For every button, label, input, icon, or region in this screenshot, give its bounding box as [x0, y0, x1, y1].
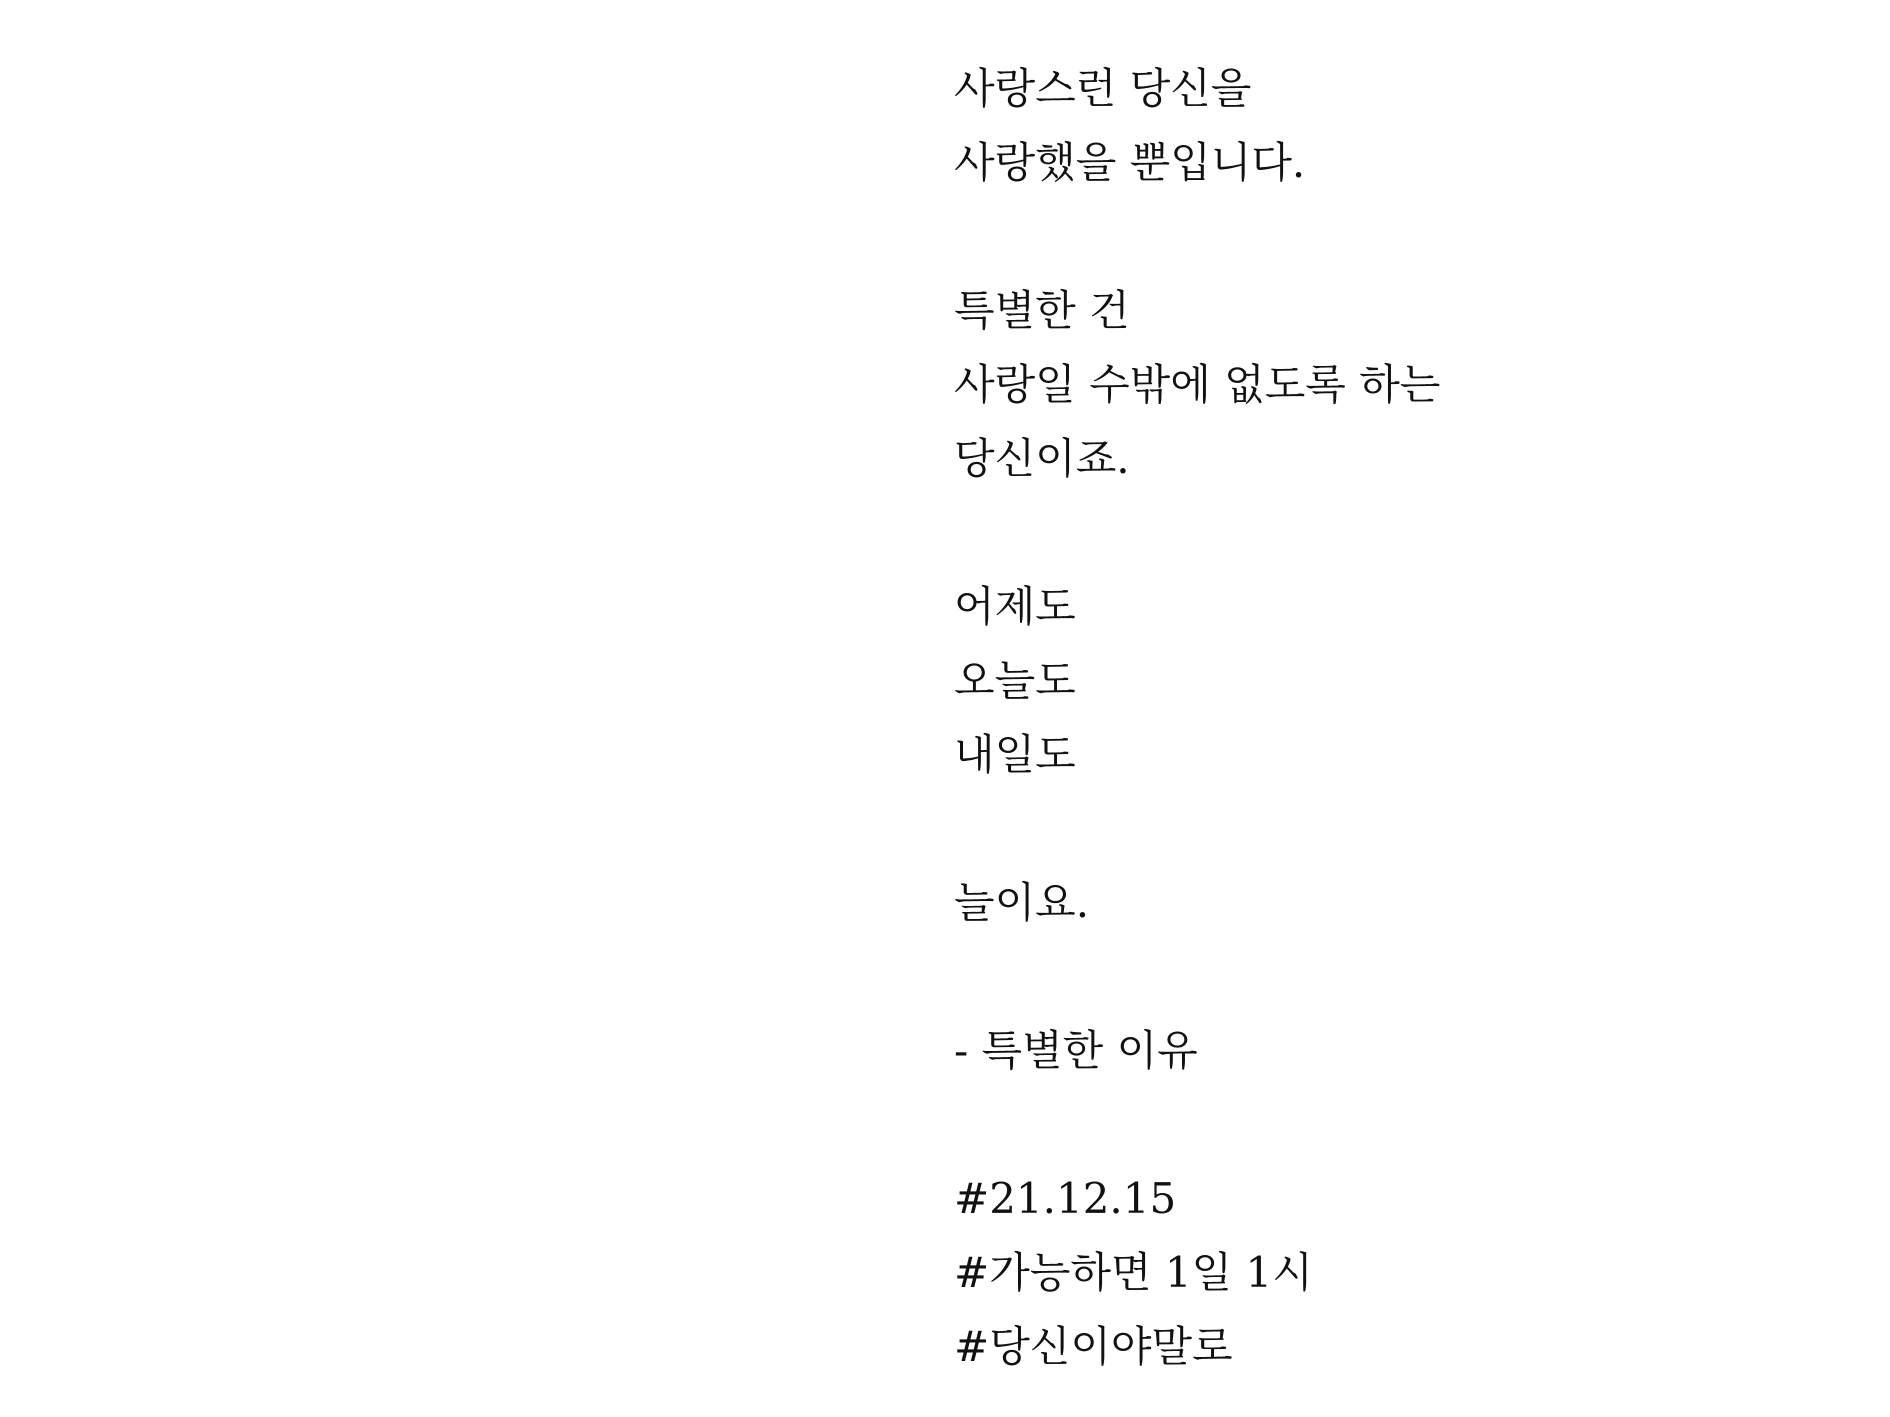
stanza-break	[954, 940, 1854, 1014]
hashtag-date: #21.12.15	[954, 1174, 1177, 1223]
poem-line: 어제도	[954, 582, 1076, 631]
poem-line: 당신이죠.	[954, 434, 1130, 483]
stanza-break	[954, 792, 1854, 866]
poem-text	[954, 52, 1854, 1384]
hashtag: #가능하면 1일 1시	[954, 1248, 1313, 1297]
poem-line: 사랑스런 당신을	[954, 64, 1252, 113]
poem-line: 특별한 건	[954, 286, 1130, 335]
poem-line: 사랑했을 뿐입니다.	[954, 138, 1306, 187]
poem-signature: - 특별한 이유	[954, 1026, 1198, 1075]
poem-line: 사랑일 수밖에 없도록 하는	[954, 360, 1441, 409]
stanza-break	[954, 496, 1854, 570]
poem-line: 오늘도	[954, 656, 1076, 705]
stanza-break	[954, 1088, 1854, 1162]
stanza-break	[954, 200, 1854, 274]
poem-line: 내일도	[954, 730, 1076, 779]
hashtag: #당신이야말로	[954, 1322, 1233, 1371]
poem-line: 늘이요.	[954, 878, 1090, 927]
